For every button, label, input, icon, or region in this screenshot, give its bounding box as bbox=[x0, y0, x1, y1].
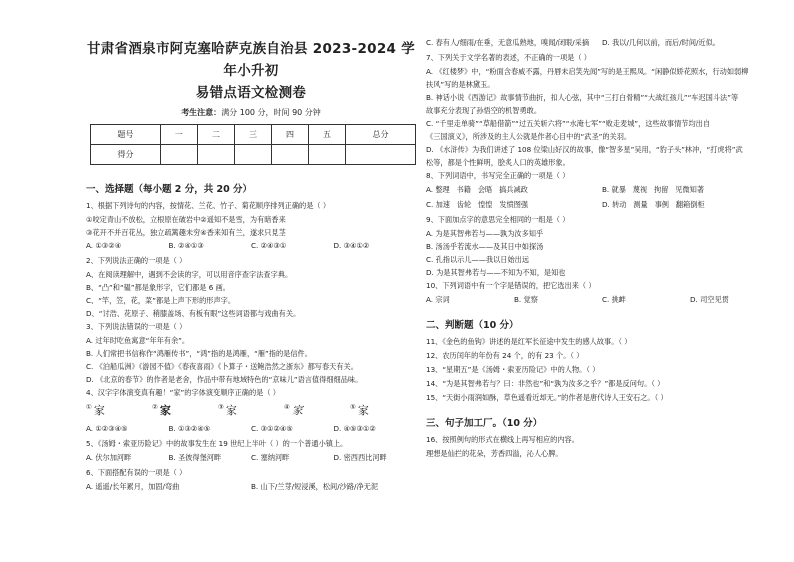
option-line[interactable]: B. 神话小说《西游记》故事情节曲折，扣人心弦，其中“三打白骨精”“大战红孩儿”“车迟国斗法”等 bbox=[426, 93, 739, 102]
glyph-item: ⑤ 家 bbox=[350, 403, 369, 417]
score-header-row bbox=[91, 125, 416, 145]
option-d[interactable]: D. 我以/几何以前，而后/时间/近似。 bbox=[602, 38, 720, 47]
question-stem: 10、下列词语中有一个字是错误的，把它选出来（ ） bbox=[426, 281, 596, 290]
question-6 bbox=[86, 468, 416, 492]
option-d[interactable]: D. ④⑤③①② bbox=[333, 424, 376, 433]
exam-title bbox=[86, 38, 416, 104]
title-line-1: 甘肃省酒泉市阿克塞哈萨克族自治县 2023-2024 学年小升初 bbox=[86, 41, 416, 79]
options-row bbox=[426, 200, 778, 210]
judge-item[interactable]: 11、《金色的鱼钩》讲述的是红军长征途中发生的感人故事。（ ） bbox=[426, 337, 632, 346]
question-5 bbox=[86, 439, 416, 463]
score-cell[interactable] bbox=[197, 145, 234, 165]
section-1-heading: 一、选择题（每小题 2 分，共 20 分） bbox=[86, 184, 253, 195]
option-c[interactable]: C. 春有人/细雨/在垂，无意瓜熟地，嗅闻/闭眼/采摘 bbox=[426, 38, 590, 47]
option-a[interactable]: A、在阅读理解中，遇到不会读的字，可以用音序查字法查字典。 bbox=[86, 270, 293, 279]
option-c[interactable]: C. ③①②④⑤ bbox=[251, 424, 293, 433]
right-column bbox=[426, 38, 778, 463]
question-4 bbox=[86, 388, 416, 434]
options-row bbox=[426, 185, 778, 195]
option-a[interactable]: A. 过年时吃鱼寓意“年年有余”。 bbox=[86, 336, 190, 345]
score-table bbox=[90, 124, 416, 165]
question-stem: 4、汉字字体演变真有趣！“家”的字体演变顺序正确的是（ ） bbox=[86, 388, 280, 397]
option-c[interactable]: C. 《泊船瓜洲》《游园不值》《春夜喜雨》《卜算子・送鲍浩然之浙东》都写春天有关。 bbox=[86, 362, 358, 371]
option-b[interactable]: B. 人们常把书信称作“鸿雁传书”，“鸿”指的是鸿雁，“雁”指的是信件。 bbox=[86, 349, 312, 358]
score-row bbox=[91, 145, 416, 165]
option-b[interactable]: B. 山下/兰芽/短浸溪，松间/沙路/净无泥 bbox=[251, 482, 379, 491]
question-8 bbox=[426, 171, 778, 210]
question-9 bbox=[426, 215, 778, 278]
section-3-heading: 三、句子加工厂。（10 分） bbox=[426, 418, 543, 429]
score-cell[interactable] bbox=[308, 145, 345, 165]
options bbox=[86, 424, 416, 434]
notice-label: 考生注意： bbox=[181, 108, 222, 117]
option-c[interactable]: C. 加速 齿轮 惶惶 发愤图强 bbox=[426, 200, 529, 209]
question-stem: 7、下列关于文学名著的表述，不正确的一项是（ ） bbox=[426, 53, 591, 62]
score-header: 五 bbox=[308, 125, 345, 145]
option-d[interactable]: D、“讨浩、花原子、稍膝盖场、有板有眼”这些词语都与戏曲有关。 bbox=[86, 309, 301, 318]
score-header: 三 bbox=[234, 125, 271, 145]
option-b[interactable]: B. 就暴 蔑视 拘留 见微知著 bbox=[602, 185, 705, 194]
glyph-item: ② 家 bbox=[152, 403, 171, 417]
option-a[interactable]: A. ①③②④ bbox=[86, 241, 122, 250]
option-line[interactable]: A. 《红楼梦》中，“粉面含春威不露，丹唇未启笑先闻”写的是王熙凤。“闲静似娇花照水，行动如弱柳 bbox=[426, 67, 749, 76]
option-b[interactable]: B. ①③②④⑤ bbox=[168, 424, 211, 433]
score-cell[interactable] bbox=[234, 145, 271, 165]
glyph-row bbox=[86, 402, 416, 418]
option-b[interactable]: B. ②④①③ bbox=[168, 241, 204, 250]
glyph-item: ④ 家 bbox=[284, 403, 303, 417]
notice bbox=[86, 107, 416, 118]
option-c[interactable]: C、“竿，笠，花，菜”都是上声下形的形声字。 bbox=[86, 296, 236, 305]
option-b[interactable]: B、“凸”和“韫”都是象形字，它们都是 6 画。 bbox=[86, 283, 230, 292]
option-d[interactable]: D. 为是其智弗若与——不知为不知，是知也 bbox=[426, 268, 566, 277]
question-stem: 16、按照例句的形式在横线上再写相应的内容。 bbox=[426, 435, 579, 444]
question-stem: 3、下列说法错误的一项是（ ） bbox=[86, 322, 187, 331]
option-line[interactable]: 松等，都是个性鲜明，脍炙人口的英雄形象。 bbox=[426, 158, 570, 167]
question-stem: 1、根据下列诗句的内容，按情花、兰花、竹子、菊花顺序排列正确的是（ ） bbox=[86, 201, 331, 210]
option-line[interactable]: 故事充分表现了孙悟空的机智勇敢。 bbox=[426, 106, 542, 115]
option-b[interactable]: B. 圣彼得堡河畔 bbox=[168, 453, 222, 462]
option-line[interactable]: D. 《水浒传》为我们讲述了 108 位梁山好汉的故事，像“智多星”吴用，“豹子头”林冲，“打虎将”武 bbox=[426, 145, 743, 154]
question-line: ①咬定青山不放松，立根原在破岩中②遥知不是雪，为有暗香来 bbox=[86, 215, 286, 224]
option-c[interactable]: C. ②④③① bbox=[251, 241, 287, 250]
glyph-item: ③ 家 bbox=[218, 403, 237, 417]
option-line[interactable]: 扶风”写的是林黛玉。 bbox=[426, 80, 495, 89]
question-7 bbox=[426, 53, 778, 168]
score-header: 一 bbox=[160, 125, 197, 145]
options bbox=[426, 295, 778, 305]
section-2-heading: 二、判断题（10 分） bbox=[426, 320, 519, 331]
left-column bbox=[86, 0, 416, 497]
score-header: 四 bbox=[271, 125, 308, 145]
score-header: 题号 bbox=[91, 125, 161, 145]
question-line: ③花开不并百花丛，独立疏篱趣未穷④香来知有兰，遂求只見茎 bbox=[86, 228, 286, 237]
question-1 bbox=[86, 201, 416, 251]
option-a[interactable]: A. 为是其智弗若与——孰为汝多知乎 bbox=[426, 229, 544, 238]
score-header: 二 bbox=[197, 125, 234, 145]
option-a[interactable]: A. 伏尔加河畔 bbox=[86, 453, 132, 462]
options bbox=[86, 453, 416, 463]
judge-item[interactable]: 15、“天街小雨润如酥，草色遥看近却无。”的作者是唐代诗人王安石之。（ ） bbox=[426, 393, 668, 402]
option-b[interactable]: B. 觉察 bbox=[514, 295, 538, 304]
option-a[interactable]: A. 整理 书籍 会晤 搞兵减政 bbox=[426, 185, 528, 194]
option-b[interactable]: B. 汤汤乎若流水——及其日中如探汤 bbox=[426, 242, 544, 251]
question-2 bbox=[86, 256, 416, 319]
option-line[interactable]: 《三国演义》，所涉及的主人公就是作者心目中的“武圣”的关羽。 bbox=[426, 132, 632, 141]
option-d[interactable]: D. ③④①② bbox=[333, 241, 370, 250]
question-10 bbox=[426, 281, 778, 305]
q6-options-cont bbox=[426, 38, 778, 48]
option-d[interactable]: D. 《北京的春节》的作者是老舍，作品中带有地域特色的“京味儿”语言值得细细品味。 bbox=[86, 375, 363, 384]
score-cell[interactable] bbox=[346, 145, 416, 165]
judge-item[interactable]: 13、“星期五”是《汤姆・索亚历险记》中的人物。（ ） bbox=[426, 365, 600, 374]
example-sentence: 理想是仙拦的花朵，芳香四溢，沁人心脾。 bbox=[426, 449, 563, 458]
glyph-item: ① 家 bbox=[86, 403, 105, 417]
question-stem: 6、下面搭配有误的一项是（ ） bbox=[86, 468, 187, 477]
option-d[interactable]: D. 司空见贯 bbox=[690, 295, 729, 304]
question-3 bbox=[86, 322, 416, 385]
question-stem: 8、下列词语中，书写完全正确的一项是（ ） bbox=[426, 171, 570, 180]
option-line[interactable]: C. “千里走单骑”“草船借箭”“过五关斩六将”“水淹七军”“败走麦城”，这些故事情节均出自 bbox=[426, 119, 711, 128]
option-a[interactable]: A. 遥遥/长年累月，加固/弯曲 bbox=[86, 482, 180, 491]
judge-item[interactable]: 14、“为是其智弗若与？曰：非然也”和“孰为汝多之乎？”都是反问句。（ ） bbox=[426, 379, 665, 388]
option-c[interactable]: C. 孔指以示儿——我以日始出远 bbox=[426, 255, 530, 264]
options bbox=[86, 241, 416, 251]
score-header: 总分 bbox=[346, 125, 416, 145]
option-d[interactable]: D. 密西西比河畔 bbox=[333, 453, 387, 462]
option-a[interactable]: A. 宗词 bbox=[426, 295, 450, 304]
question-stem: 5、《汤姆・索亚历险记》中的故事发生在 19 世纪上半叶（ ）的一个普通小镇上。 bbox=[86, 439, 348, 448]
score-row-label: 得分 bbox=[91, 145, 161, 165]
question-stem: 2、下列说法正确的一项是（ ） bbox=[86, 256, 187, 265]
options bbox=[86, 482, 416, 492]
option-c[interactable]: C. 塞纳河畔 bbox=[251, 453, 290, 462]
notice-text: 满分 100 分，时间 90 分钟 bbox=[221, 108, 321, 117]
question-stem: 9、下面加点字的意思完全相同的一组是（ ） bbox=[426, 215, 570, 224]
judge-item[interactable]: 12、农历闰年的年份有 24 个，的有 23 个。（ ） bbox=[426, 351, 584, 360]
option-c[interactable]: C. 挑衅 bbox=[602, 295, 626, 304]
option-d[interactable]: D. 转动 测量 事例 翻箱倒柜 bbox=[602, 200, 705, 209]
score-cell[interactable] bbox=[160, 145, 197, 165]
title-line-2: 易错点语文检测卷 bbox=[195, 85, 307, 101]
score-cell[interactable] bbox=[271, 145, 308, 165]
option-a[interactable]: A. ①②③④⑤ bbox=[86, 424, 128, 433]
